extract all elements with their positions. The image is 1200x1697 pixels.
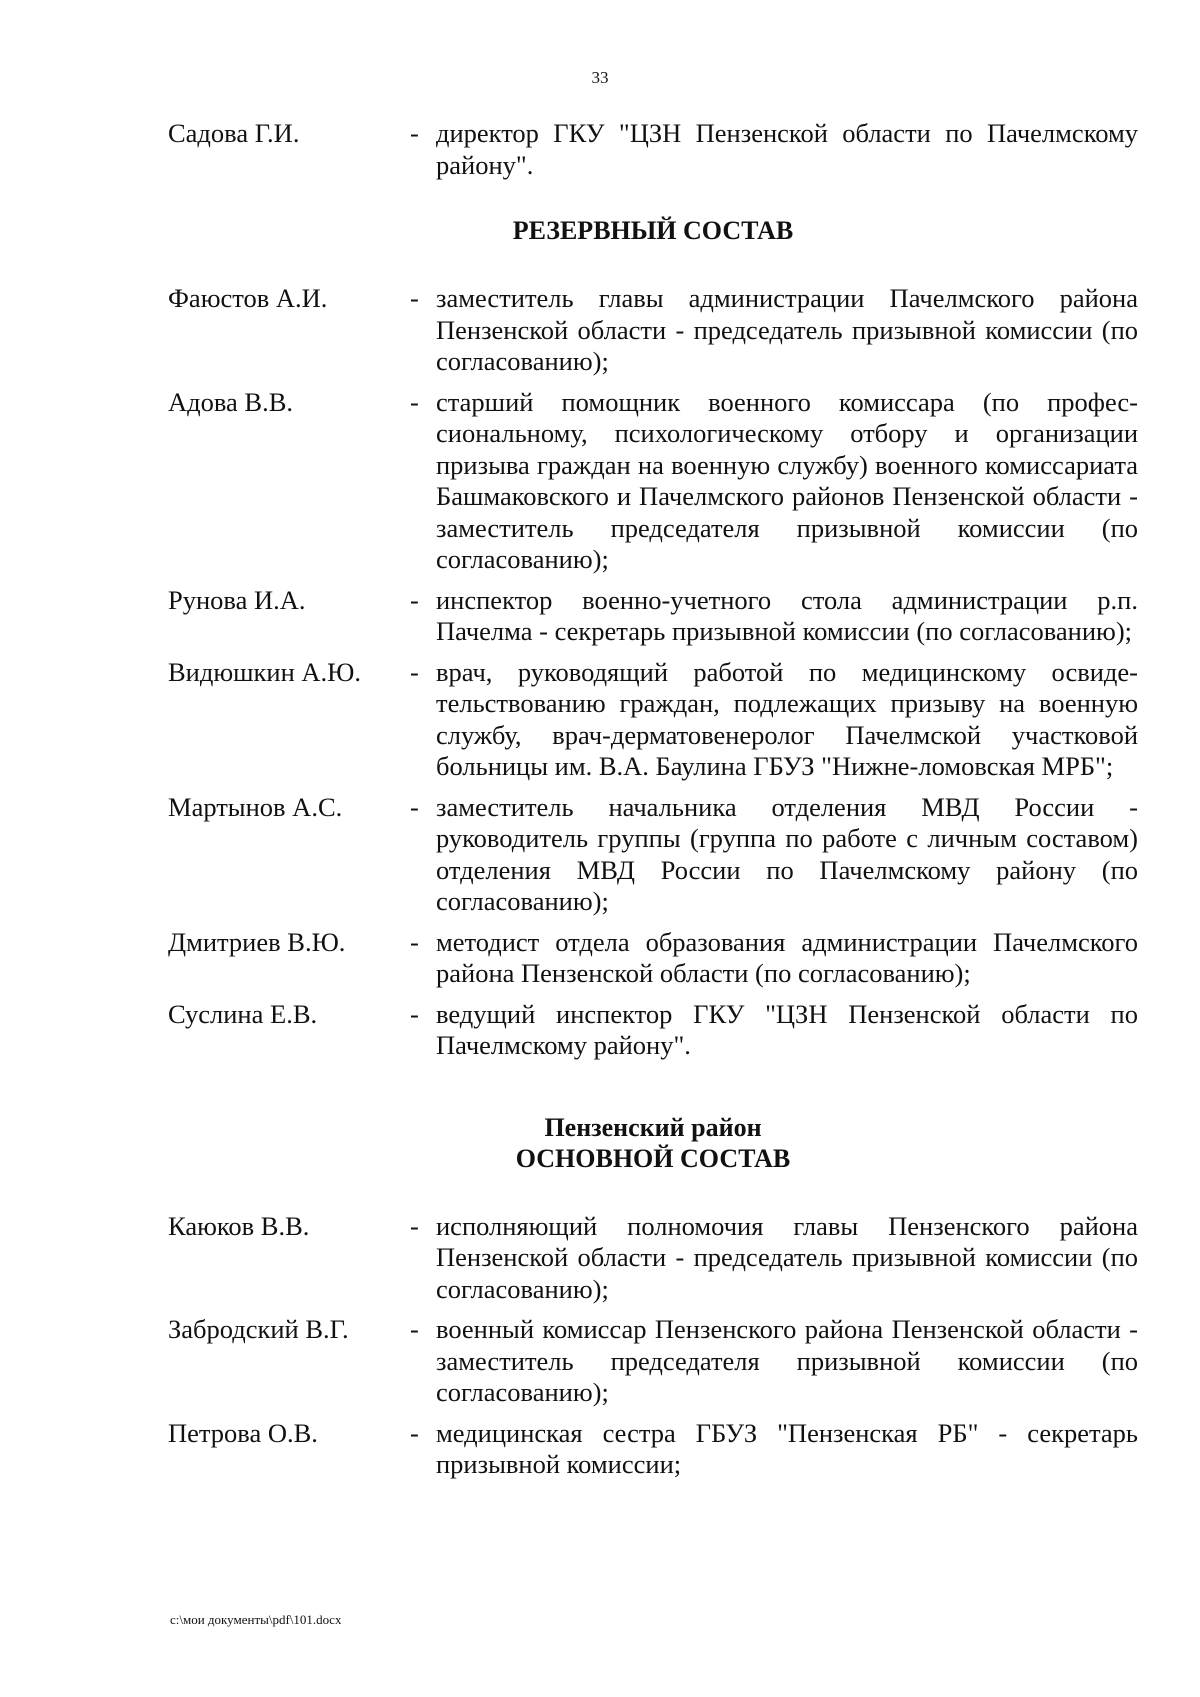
dash-separator: - — [410, 386, 419, 417]
member-name: Фаюстов А.И. — [168, 283, 328, 313]
list-item — [168, 387, 1138, 576]
dash-separator: - — [410, 998, 419, 1029]
member-name: Забродский В.Г. — [168, 1314, 349, 1344]
member-name: Садова Г.И. — [168, 118, 300, 148]
dash-separator: - — [410, 584, 419, 615]
member-role: врач, руководящий работой по медицинскому освидетельствованию граждан, подлежащих призыву на военную службу, врач-дерматовенеролог Пачелмской участковой больницы им. В.А. Баулина ГБУЗ "Нижне-ломовская МРБ"; — [436, 656, 1138, 781]
list-item — [168, 283, 1138, 378]
footer-file-path: c:\мои документы\pdf\101.docx — [170, 1612, 342, 1627]
member-name: Дмитриев В.Ю. — [168, 926, 346, 957]
member-name: Рунова И.А. — [168, 584, 306, 615]
section-heading-main: ОСНОВНОЙ СОСТАВ — [515, 1143, 791, 1173]
list-item — [168, 585, 1138, 648]
list-item — [168, 999, 1138, 1062]
dash-separator: - — [410, 1417, 419, 1448]
member-role: заместитель начальника отделения МВД России - руководитель группы (группа по работе с личным составом) отделения МВД России по Пачелмскому району (по согласованию); — [436, 791, 1138, 916]
section-heading-region: Пензенский район — [544, 1112, 762, 1142]
member-role: инспектор военно-учетного стола администрации р.п. Пачелма - секретарь призывной комиссии (по согласованию); — [436, 584, 1138, 646]
list-item — [168, 1418, 1138, 1481]
member-name: Суслина Е.В. — [168, 998, 318, 1029]
list-item — [168, 792, 1138, 918]
member-role: заместитель главы администрации Пачелмского района Пензенской области - председатель призывной комиссии (по согласованию); — [436, 283, 1138, 376]
dash-separator: - — [410, 656, 419, 687]
member-name: Петрова О.В. — [168, 1417, 318, 1448]
document-body — [168, 118, 1138, 1490]
member-role: старший помощник военного комиссара (по профессиональному, психологическому отбору и организации призыва граждан на военную службу) военного комиссариата Башмаковского и Пачелмского районов Пензенской области - заместитель председателя призывной комиссии (по согласованию); — [436, 386, 1138, 574]
page-number: 33 — [591, 68, 609, 87]
member-role: ведущий инспектор ГКУ "ЦЗН Пензенской области по Пачелмскому району". — [436, 998, 1138, 1060]
member-name: Мартынов А.С. — [168, 791, 343, 822]
reserve-entries-list — [168, 283, 1138, 1062]
member-role: директор ГКУ "ЦЗН Пензенской области по Пачелмскому району". — [436, 118, 1138, 180]
member-name: Видюшкин А.Ю. — [168, 656, 362, 687]
dash-separator: - — [410, 1210, 419, 1241]
main-entries-list — [168, 1211, 1138, 1481]
member-role: методист отдела образования администрации Пачелмского района Пензенской области (по согласованию); — [436, 926, 1138, 988]
member-name: Адова В.В. — [168, 386, 294, 417]
dash-separator: - — [410, 283, 419, 313]
member-role: исполняющий полномочия главы Пензенского района Пензенской области - председатель призывной комиссии (по согласованию); — [436, 1210, 1138, 1304]
section-heading-reserve: РЕЗЕРВНЫЙ СОСТАВ — [512, 216, 794, 245]
list-item — [168, 657, 1138, 783]
dash-separator: - — [410, 926, 419, 957]
list-item — [168, 118, 1138, 181]
member-role: военный комиссар Пензенского района Пензенской области - заместитель председателя призывной комиссии (по согласованию); — [436, 1314, 1138, 1407]
list-item — [168, 1211, 1138, 1306]
list-item — [168, 927, 1138, 990]
dash-separator: - — [410, 791, 419, 822]
list-item — [168, 1314, 1138, 1409]
member-name: Каюков В.В. — [168, 1210, 310, 1241]
dash-separator: - — [410, 118, 419, 148]
member-role: медицинская сестра ГБУЗ "Пензенская РБ" - секретарь призывной комиссии; — [436, 1417, 1138, 1479]
top-entries-list — [168, 118, 1138, 181]
dash-separator: - — [410, 1314, 419, 1344]
